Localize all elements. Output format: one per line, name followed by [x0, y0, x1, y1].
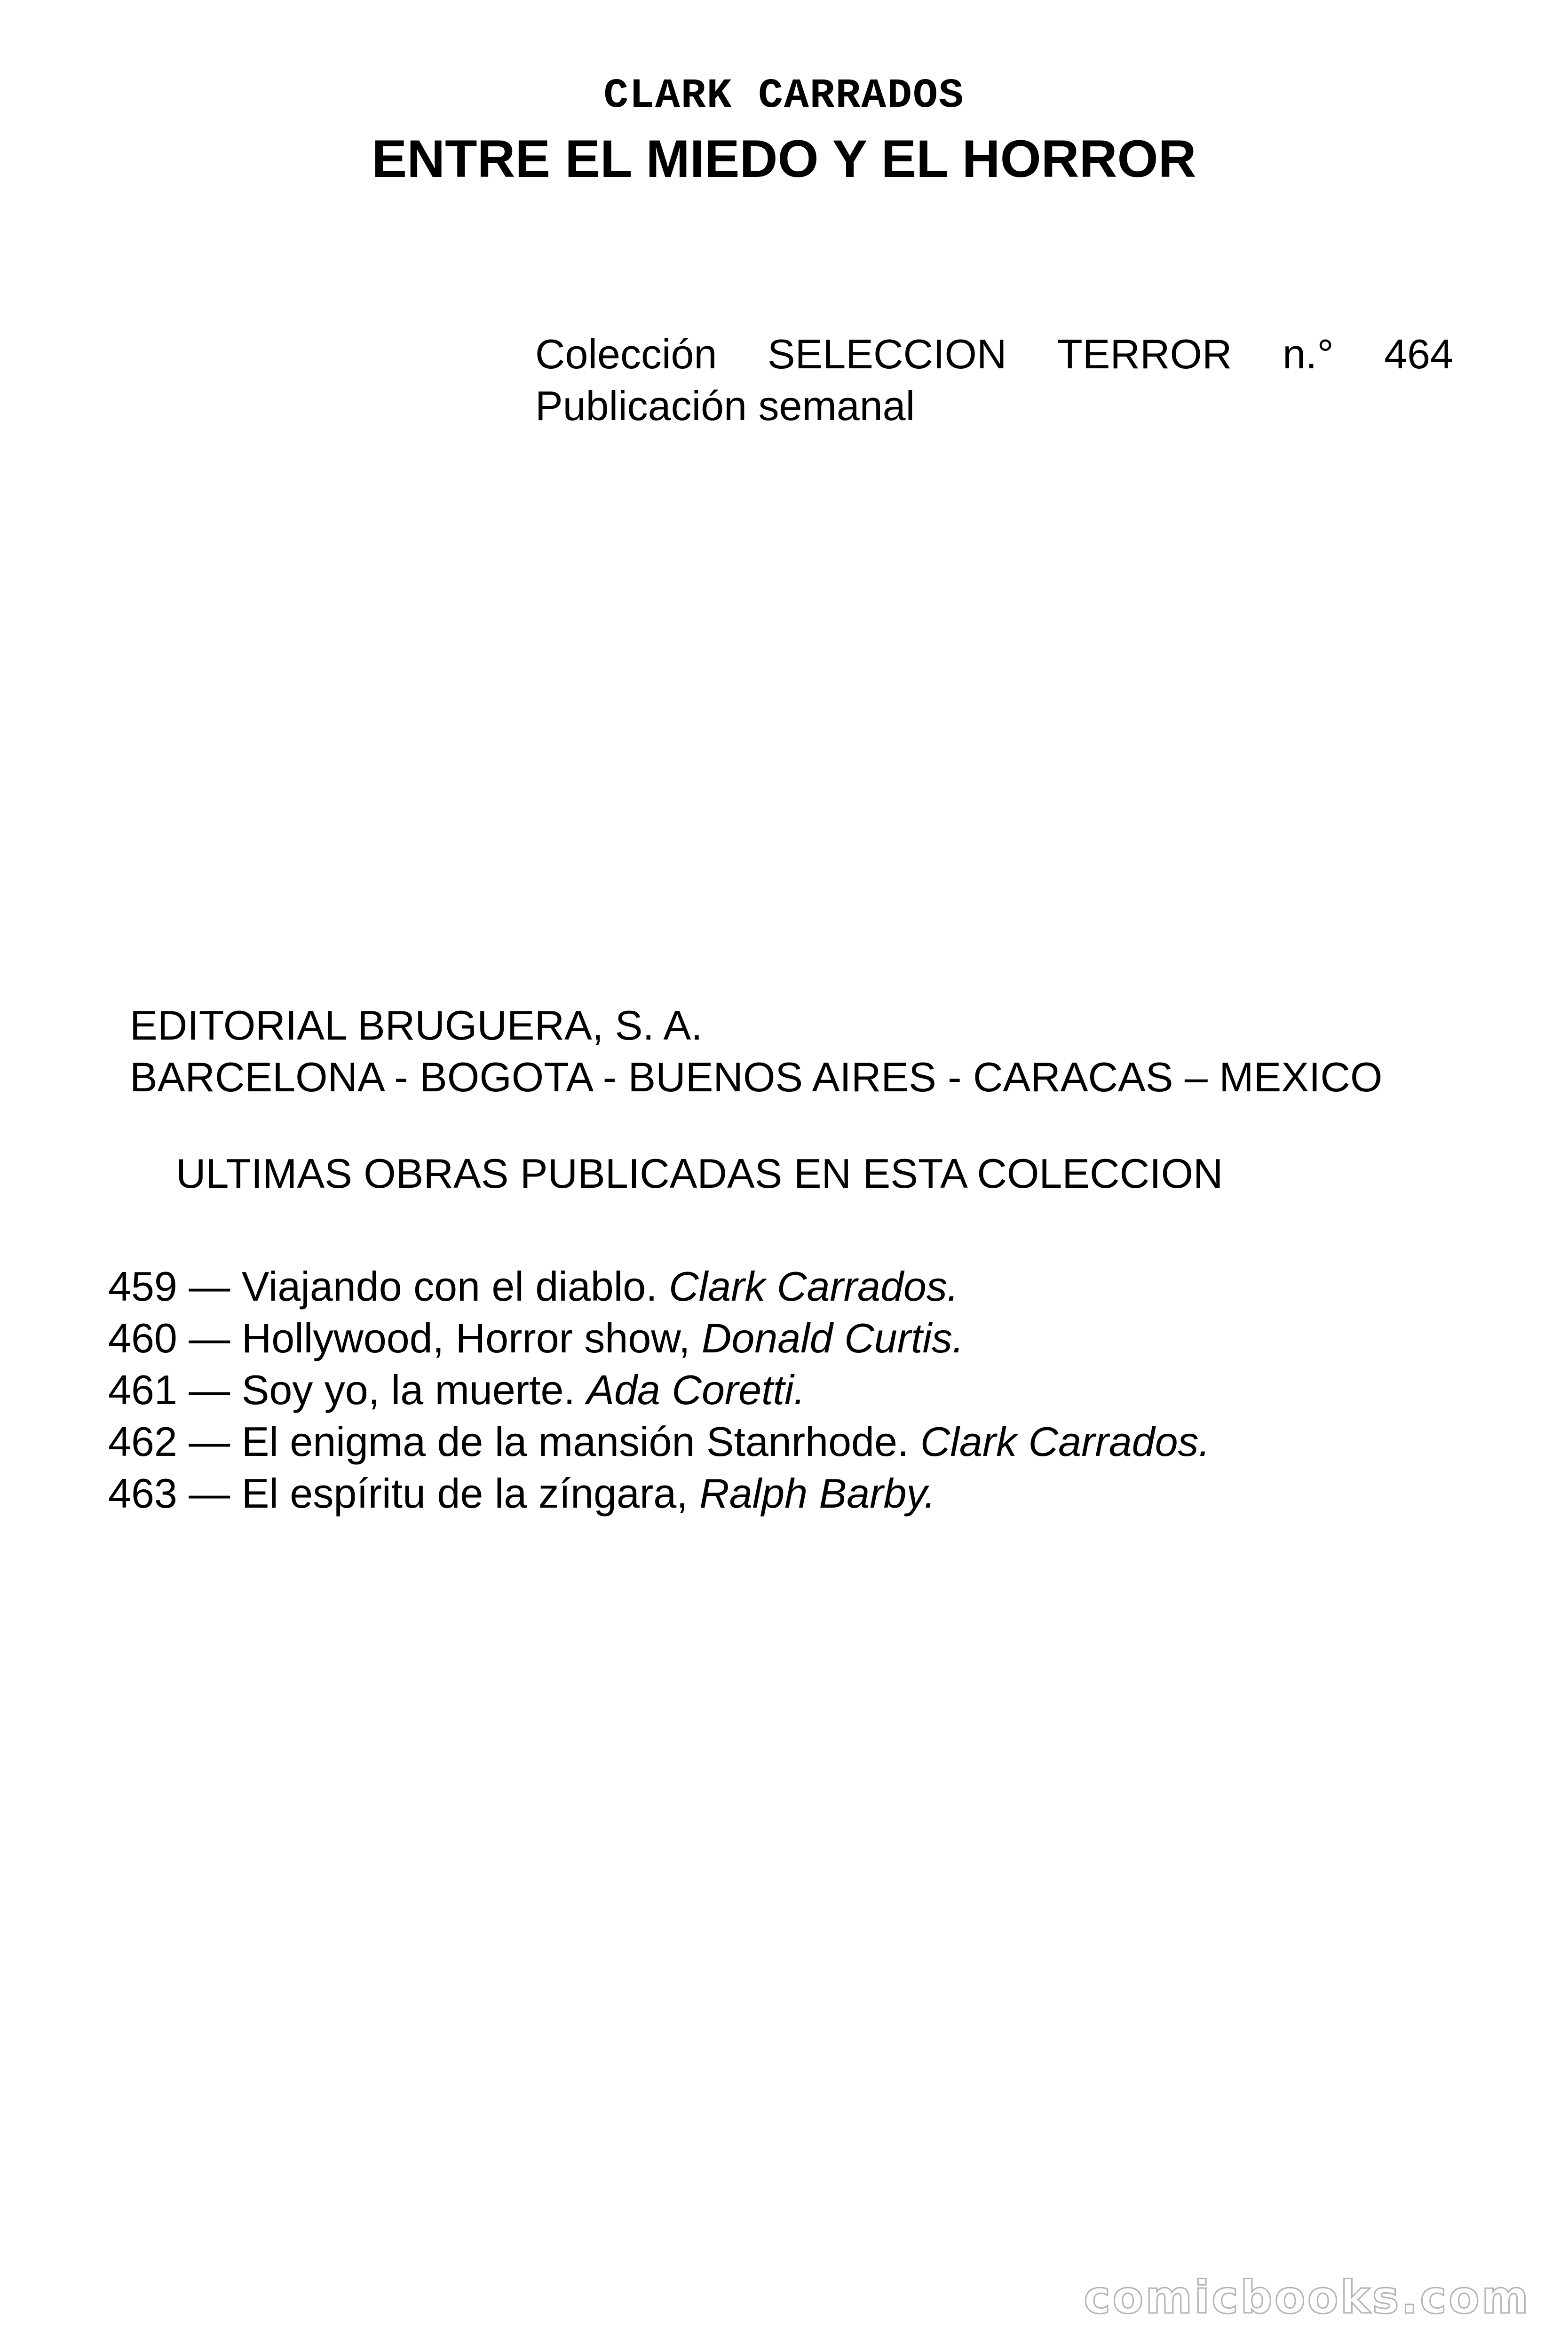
work-title: 462 — El enigma de la mansión Stanrhode.	[108, 1418, 920, 1465]
list-item	[108, 1261, 1210, 1312]
work-title: 461 — Soy yo, la muerte.	[108, 1367, 587, 1413]
book-title: ENTRE EL MIEDO Y EL HORROR	[372, 129, 1196, 188]
collection-word: SELECCION	[767, 331, 1007, 377]
collection-line	[535, 328, 1453, 380]
list-item	[108, 1312, 1210, 1364]
work-author: Ralph Barby.	[699, 1470, 936, 1517]
collection-word: TERROR	[1057, 331, 1232, 377]
work-author: Clark Carrados.	[920, 1418, 1210, 1465]
publisher-cities: BARCELONA - BOGOTA - BUENOS AIRES - CARACAS – MEXICO	[130, 1054, 1383, 1100]
work-author: Donald Curtis.	[701, 1315, 964, 1361]
collection-word: n.°	[1283, 331, 1334, 377]
work-author: Ada Coretti.	[586, 1367, 806, 1413]
publication-frequency: Publicación semanal	[535, 382, 915, 429]
collection-word: Colección	[535, 331, 717, 377]
work-title: 459 — Viajando con el diablo.	[108, 1263, 669, 1310]
work-author: Clark Carrados.	[669, 1263, 959, 1310]
list-item	[108, 1416, 1210, 1468]
publisher-name: EDITORIAL BRUGUERA, S. A.	[130, 1002, 703, 1049]
collection-number: 464	[1384, 331, 1453, 377]
work-title: 460 — Hollywood, Horror show,	[108, 1315, 702, 1361]
work-title: 463 — El espíritu de la zíngara,	[108, 1470, 700, 1517]
list-item	[108, 1364, 1210, 1416]
watermark: comicbooks.com	[1084, 2271, 1530, 2324]
recent-works-list	[108, 1261, 1210, 1519]
recent-works-heading: ULTIMAS OBRAS PUBLICADAS EN ESTA COLECCION	[176, 1150, 1223, 1197]
list-item	[108, 1468, 1210, 1519]
book-author: CLARK CARRADOS	[603, 73, 965, 119]
